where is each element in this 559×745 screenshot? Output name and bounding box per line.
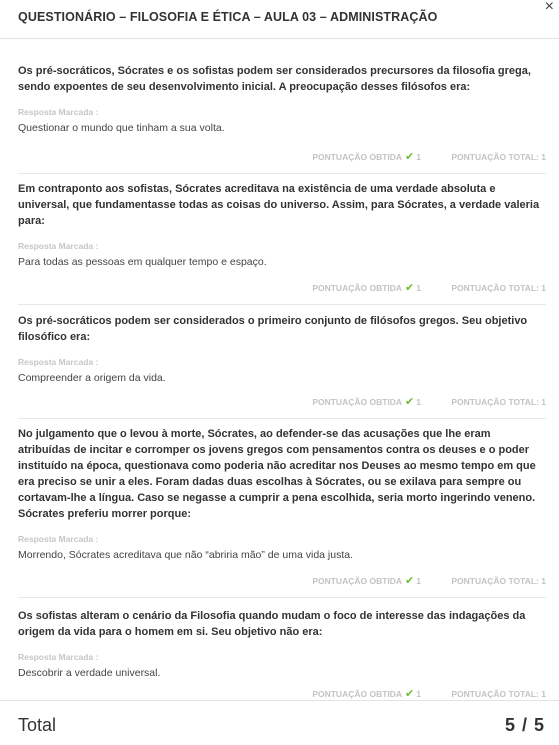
score-total-label: PONTUAÇÃO TOTAL: bbox=[451, 283, 539, 293]
score-total-value: 1 bbox=[541, 152, 546, 162]
score-obtained-value: 1 bbox=[416, 576, 421, 586]
answer-label: Resposta Marcada : bbox=[18, 534, 99, 544]
answer-value: Para todas as pessoas em qualquer tempo e espaço. bbox=[18, 256, 267, 268]
question-item bbox=[18, 305, 546, 419]
score-obtained-value: 1 bbox=[416, 689, 421, 699]
score-obtained-label: PONTUAÇÃO OBTIDA bbox=[312, 576, 403, 586]
score-obtained-value: 1 bbox=[416, 283, 421, 293]
question-text: Os sofistas alteram o cenário da Filosofia quando mudam o foco de interesse das indagações da origem da vida para o homem em si. Seu objetivo não era: bbox=[18, 610, 526, 638]
score-obtained-label: PONTUAÇÃO OBTIDA bbox=[312, 283, 403, 293]
score-total-value: 1 bbox=[541, 397, 546, 407]
total-label: Total bbox=[18, 715, 57, 735]
question-item bbox=[18, 598, 546, 710]
score-obtained-value: 1 bbox=[416, 152, 421, 162]
score-row bbox=[312, 395, 546, 408]
question-text: No julgamento que o levou à morte, Sócrates, ao defender-se das acusações que lhe eram atribuídas de incitar e corromper os jovens gregos com pensamentos contra os deuses e o poder instituído na época, questionava como poderia não acreditar nos Deuses ao mesmo tempo em que era preciso se unir a eles. Foram dadas duas escolhas à Sócrates, ou se exilava para sempre ou cortavam-lhe a língua. Caso se negasse a cumprir a pena escolhida, seria morto ingerindo veneno. Sócrates preferiu morrer porque: bbox=[18, 428, 536, 520]
score-obtained-label: PONTUAÇÃO OBTIDA bbox=[312, 397, 403, 407]
score-row bbox=[312, 150, 546, 163]
answer-value: Descobrir a verdade universal. bbox=[18, 667, 161, 679]
check-icon: ✔ bbox=[405, 151, 415, 163]
score-row bbox=[312, 574, 546, 587]
score-total-label: PONTUAÇÃO TOTAL: bbox=[451, 397, 539, 407]
question-text: Em contraponto aos sofistas, Sócrates acreditava na existência de uma verdade absoluta e universal, que fundamentasse todas as coisas do universo. Assim, para Sócrates, a verdade valeria para: bbox=[18, 183, 540, 227]
score-obtained-label: PONTUAÇÃO OBTIDA bbox=[312, 689, 403, 699]
question-item bbox=[18, 39, 546, 174]
score-total-value: 1 bbox=[541, 283, 546, 293]
score-total-label: PONTUAÇÃO TOTAL: bbox=[451, 689, 539, 699]
quiz-title: QUESTIONÁRIO – FILOSOFIA E ÉTICA – AULA 03 – ADMINISTRAÇÃO bbox=[18, 10, 438, 24]
question-text: Os pré-socráticos podem ser considerados o primeiro conjunto de filósofos gregos. Seu objetivo filosófico era: bbox=[18, 315, 528, 343]
score-total-label: PONTUAÇÃO TOTAL: bbox=[451, 152, 539, 162]
answer-value: Compreender a origem da vida. bbox=[18, 372, 166, 384]
score-row bbox=[312, 687, 546, 700]
answer-value: Morrendo, Sócrates acreditava que não “abriria mão” de uma vida justa. bbox=[18, 549, 354, 561]
answer-label: Resposta Marcada : bbox=[18, 107, 99, 117]
quiz-header bbox=[0, 0, 559, 39]
question-text: Os pré-socráticos, Sócrates e os sofistas podem ser considerados precursores da filosofia grega, sendo expoentes de seu desenvolvimento inicial. A preocupação desses filósofos era: bbox=[18, 65, 531, 93]
check-icon: ✔ bbox=[405, 575, 415, 587]
total-score: 5 / 5 bbox=[504, 715, 545, 735]
question-item bbox=[18, 174, 546, 305]
close-icon[interactable]: × bbox=[544, 0, 554, 15]
answer-value: Questionar o mundo que tinham a sua volta. bbox=[18, 122, 225, 134]
check-icon: ✔ bbox=[405, 688, 415, 700]
score-total-value: 1 bbox=[541, 689, 546, 699]
score-obtained-value: 1 bbox=[416, 397, 421, 407]
question-list bbox=[0, 39, 559, 710]
question-item bbox=[18, 419, 546, 598]
check-icon: ✔ bbox=[405, 396, 415, 408]
answer-label: Resposta Marcada : bbox=[18, 652, 99, 662]
quiz-footer bbox=[0, 700, 559, 745]
score-total-label: PONTUAÇÃO TOTAL: bbox=[451, 576, 539, 586]
check-icon: ✔ bbox=[405, 282, 415, 294]
score-total-value: 1 bbox=[541, 576, 546, 586]
score-obtained-label: PONTUAÇÃO OBTIDA bbox=[312, 152, 403, 162]
answer-label: Resposta Marcada : bbox=[18, 357, 99, 367]
answer-label: Resposta Marcada : bbox=[18, 241, 99, 251]
score-row bbox=[312, 281, 546, 294]
